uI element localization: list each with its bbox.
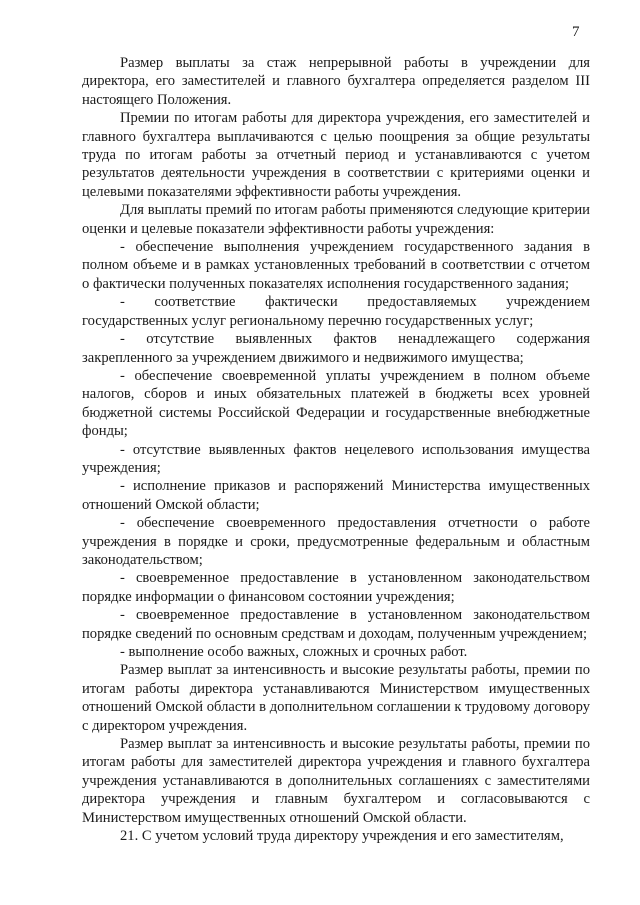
- document-body: [82, 54, 590, 845]
- criteria-item: - соответствие фактически предоставляемых учреждением государственных услуг региональному перечню государственных услуг;: [82, 294, 590, 329]
- paragraph-director-bonus: Размер выплат за интенсивность и высокие результаты работы, премии по итогам работы директора устанавливаются Министерством имущественных отношений Омской области в дополнительном соглашении к трудовому договору с директором учреждения.: [82, 662, 590, 734]
- paragraph-tenure-payment: Размер выплаты за стаж непрерывной работы в учреждении для директора, его заместителей и главного бухгалтера определяется разделом III настоящего Положения.: [82, 55, 590, 108]
- criteria-item: - своевременное предоставление в установленном законодательством порядке информации о финансовом состоянии учреждения;: [82, 570, 590, 605]
- criteria-item: - своевременное предоставление в установленном законодательством порядке сведений по основным средствам и доходам, полученным учреждением;: [82, 607, 590, 642]
- criteria-item: - отсутствие выявленных фактов ненадлежащего содержания закрепленного за учреждением движимого и недвижимого имущества;: [82, 331, 590, 366]
- paragraph-criteria-intro: Для выплаты премий по итогам работы применяются следующие критерии оценки и целевые показатели эффективности работы учреждения:: [82, 202, 590, 237]
- paragraph-section-21: 21. С учетом условий труда директору учреждения и его заместителям,: [120, 828, 564, 845]
- criteria-item: - исполнение приказов и распоряжений Министерства имущественных отношений Омской области;: [82, 478, 590, 513]
- criteria-item: - обеспечение выполнения учреждением государственного задания в полном объеме и в рамках установленных требований в соответствии с отчетом о фактически полученных показателях исполнения государственного задания;: [82, 239, 590, 292]
- criteria-item: - обеспечение своевременной уплаты учреждением в полном объеме налогов, сборов и иных обязательных платежей в бюджеты всех уровней бюджетной системы Российской Федерации и государственные внебюджетные фонды;: [82, 367, 590, 440]
- paragraph-deputies-bonus: Размер выплат за интенсивность и высокие результаты работы, премии по итогам работы для заместителей директора учреждения и главного бухгалтера учреждения устанавливаются в дополнительных соглашениях с заместителями директора учреждения и главным бухгалтером и согласовываются с Министерством имущественных отношений Омской области.: [82, 736, 590, 826]
- paragraph-bonuses-purpose: Премии по итогам работы для директора учреждения, его заместителей и главного бухгалтера выплачиваются с целью поощрения за общие результаты труда по итогам работы за отчетный период и устанавливаются с учетом результатов деятельности учреждения в соответствии с критериями оценки и целевыми показателями эффективности работы учреждения.: [82, 110, 590, 200]
- criteria-item: - обеспечение своевременного предоставления отчетности о работе учреждения в порядке и сроки, предусмотренные федеральным и областным законодательством;: [82, 515, 590, 568]
- criteria-item: - отсутствие выявленных фактов нецелевого использования имущества учреждения;: [82, 441, 590, 476]
- criteria-item: - выполнение особо важных, сложных и срочных работ.: [120, 644, 468, 660]
- page-number: 7: [572, 24, 580, 40]
